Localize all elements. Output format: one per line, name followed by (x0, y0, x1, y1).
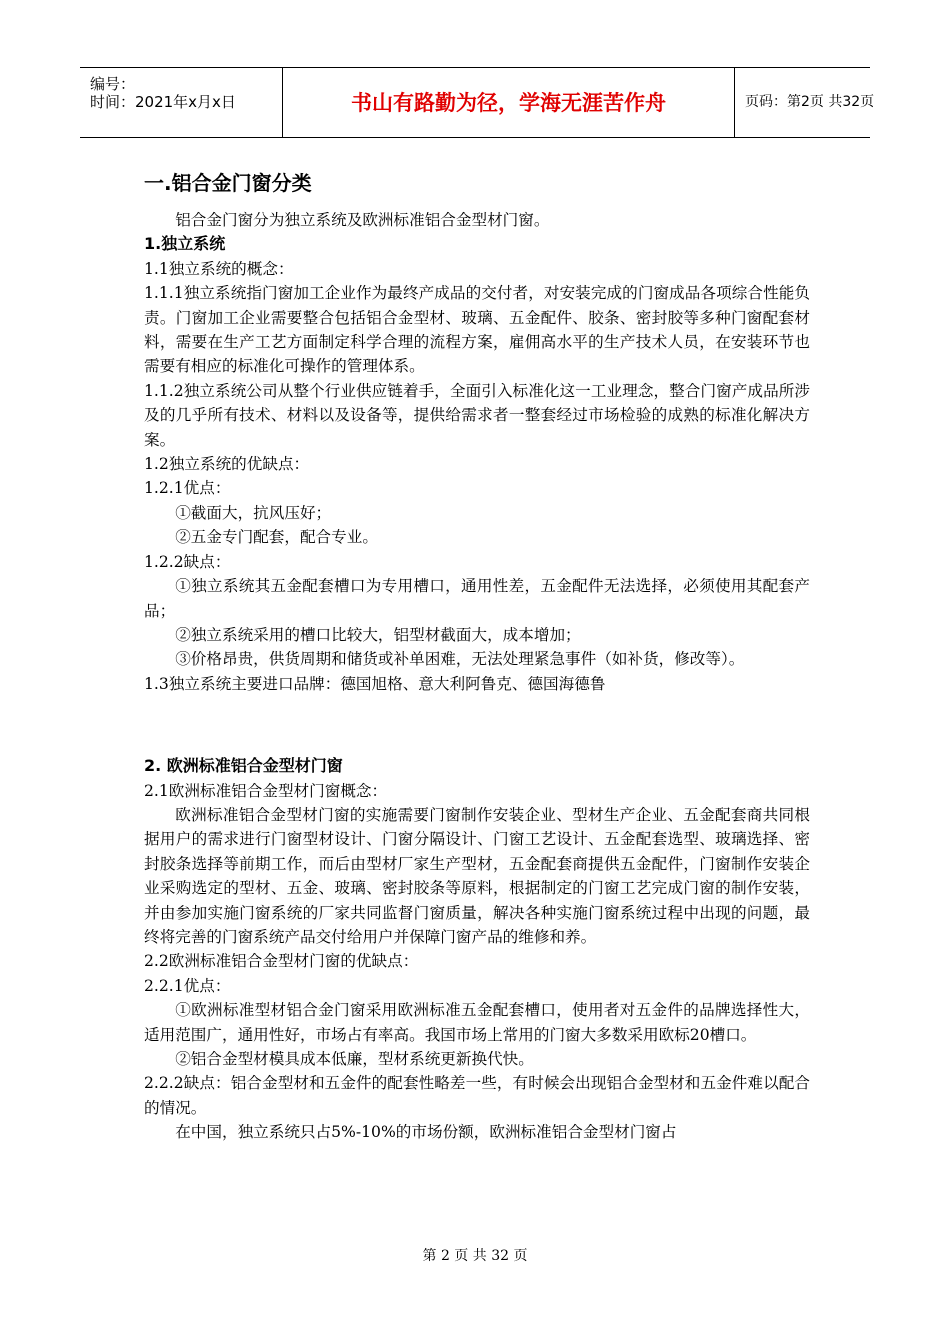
body-paragraph: 2.1欧洲标准铝合金型材门窗概念： (144, 781, 388, 800)
page-header (80, 67, 875, 138)
subsection-heading: 1.独立系统 (144, 234, 226, 254)
paragraph-spacer (144, 712, 810, 738)
body-paragraph: 1.2.1优点： (144, 479, 231, 498)
page-footer: 第 2 页 共 32 页 (422, 1248, 528, 1264)
body-paragraph: ②五金专门配套，配合专业。 (175, 528, 378, 547)
body-paragraph: ③价格昂贵，供货周期和储货或补单困难，无法处理紧急事件（如补货，修改等）。 (175, 650, 745, 669)
body-paragraph: 铝合金门窗分为独立系统及欧洲标准铝合金型材门窗。 (175, 211, 550, 229)
body-paragraph: 1.3独立系统主要进口品牌：德国旭格、意大利阿鲁克、德国海德鲁 (144, 674, 606, 693)
body-paragraph: 2.2.2缺点：铝合金型材和五金件的配套性略差一些，有时候会出现铝合金型材和五金件难以配合的情况。 (144, 1074, 810, 1117)
header-motto-cell (283, 68, 735, 137)
header-page-cell (735, 68, 875, 137)
document-number-label: 编号： (90, 75, 136, 93)
body-paragraph: 2.2.1优点： (144, 976, 231, 995)
body-paragraph: ②独立系统采用的槽口比较大，铝型材截面大，成本增加； (175, 625, 581, 644)
body-paragraph: 2.2欧洲标准铝合金型材门窗的优缺点： (144, 952, 419, 971)
document-date-label: 时间：2021年x月x日 (90, 93, 236, 111)
header-motto: 书山有路勤为径，学海无涯苦作舟 (351, 91, 666, 115)
paragraph-list (144, 208, 810, 1145)
body-paragraph: ①截面大，抗风压好； (175, 503, 332, 522)
body-paragraph: 1.2.2缺点： (144, 552, 231, 571)
body-paragraph: 1.1.2独立系统公司从整个行业供应链着手，全面引入标准化这一工业理念，整合门窗产成品所涉及的几乎所有技术、材料以及设备等，提供给需求者一整套经过市场检验的成熟的标准化解决方案。 (144, 381, 810, 449)
body-paragraph: ①欧洲标准型材铝合金门窗采用欧洲标准五金配套槽口，使用者对五金件的品牌选择性大，适用范围广，通用性好，市场占有率高。我国市场上常用的门窗大多数采用欧标20槽口。 (144, 1001, 810, 1044)
header-info-cell (80, 68, 283, 137)
section-title: 一.铝合金门窗分类 (144, 171, 312, 195)
body-paragraph: 在中国，独立系统只占5%-10%的市场份额，欧洲标准铝合金型材门窗占 (175, 1123, 677, 1142)
body-paragraph: 1.1.1独立系统指门窗加工企业作为最终产成品的交付者，对安装完成的门窗成品各项综合性能负责。门窗加工企业需要整合包括铝合金型材、玻璃、五金配件、胶条、密封胶等多种门窗配套材料，需要在生产工艺方面制定科学合理的流程方案，雇佣高水平的生产技术人员，在安装环节也需要有相应的标准化可操作的管理体系。 (144, 284, 810, 376)
body-paragraph: ①独立系统其五金配套槽口为专用槽口，通用性差，五金配件无法选择，必须使用其配套产品； (144, 577, 810, 620)
body-paragraph: 1.2独立系统的优缺点： (144, 455, 310, 474)
subsection-heading: 2. 欧洲标准铝合金型材门窗 (144, 756, 343, 776)
document-body (144, 170, 810, 1145)
body-paragraph: 1.1独立系统的概念： (144, 259, 294, 278)
body-paragraph: ②铝合金型材模具成本低廉，型材系统更新换代快。 (175, 1050, 534, 1068)
body-paragraph: 欧洲标准铝合金型材门窗的实施需要门窗制作安装企业、型材生产企业、五金配套商共同根据用户的需求进行门窗型材设计、门窗分隔设计、门窗工艺设计、五金配套选型、玻璃选择、密封胶条选择等前期工作，而后由型材厂家生产型材，五金配套商提供五金配件，门窗制作安装企业采购选定的型材、五金、玻璃、密封胶条等原料，根据制定的门窗工艺完成门窗的制作安装，并由参加实施门窗系统的厂家共同监督门窗质量，解决各种实施门窗系统过程中出现的问题，最终将完善的门窗系统产品交付给用户并保障门窗产品的维修和养。 (144, 805, 810, 946)
header-page-number: 页码：第2页 共32页 (745, 94, 875, 110)
